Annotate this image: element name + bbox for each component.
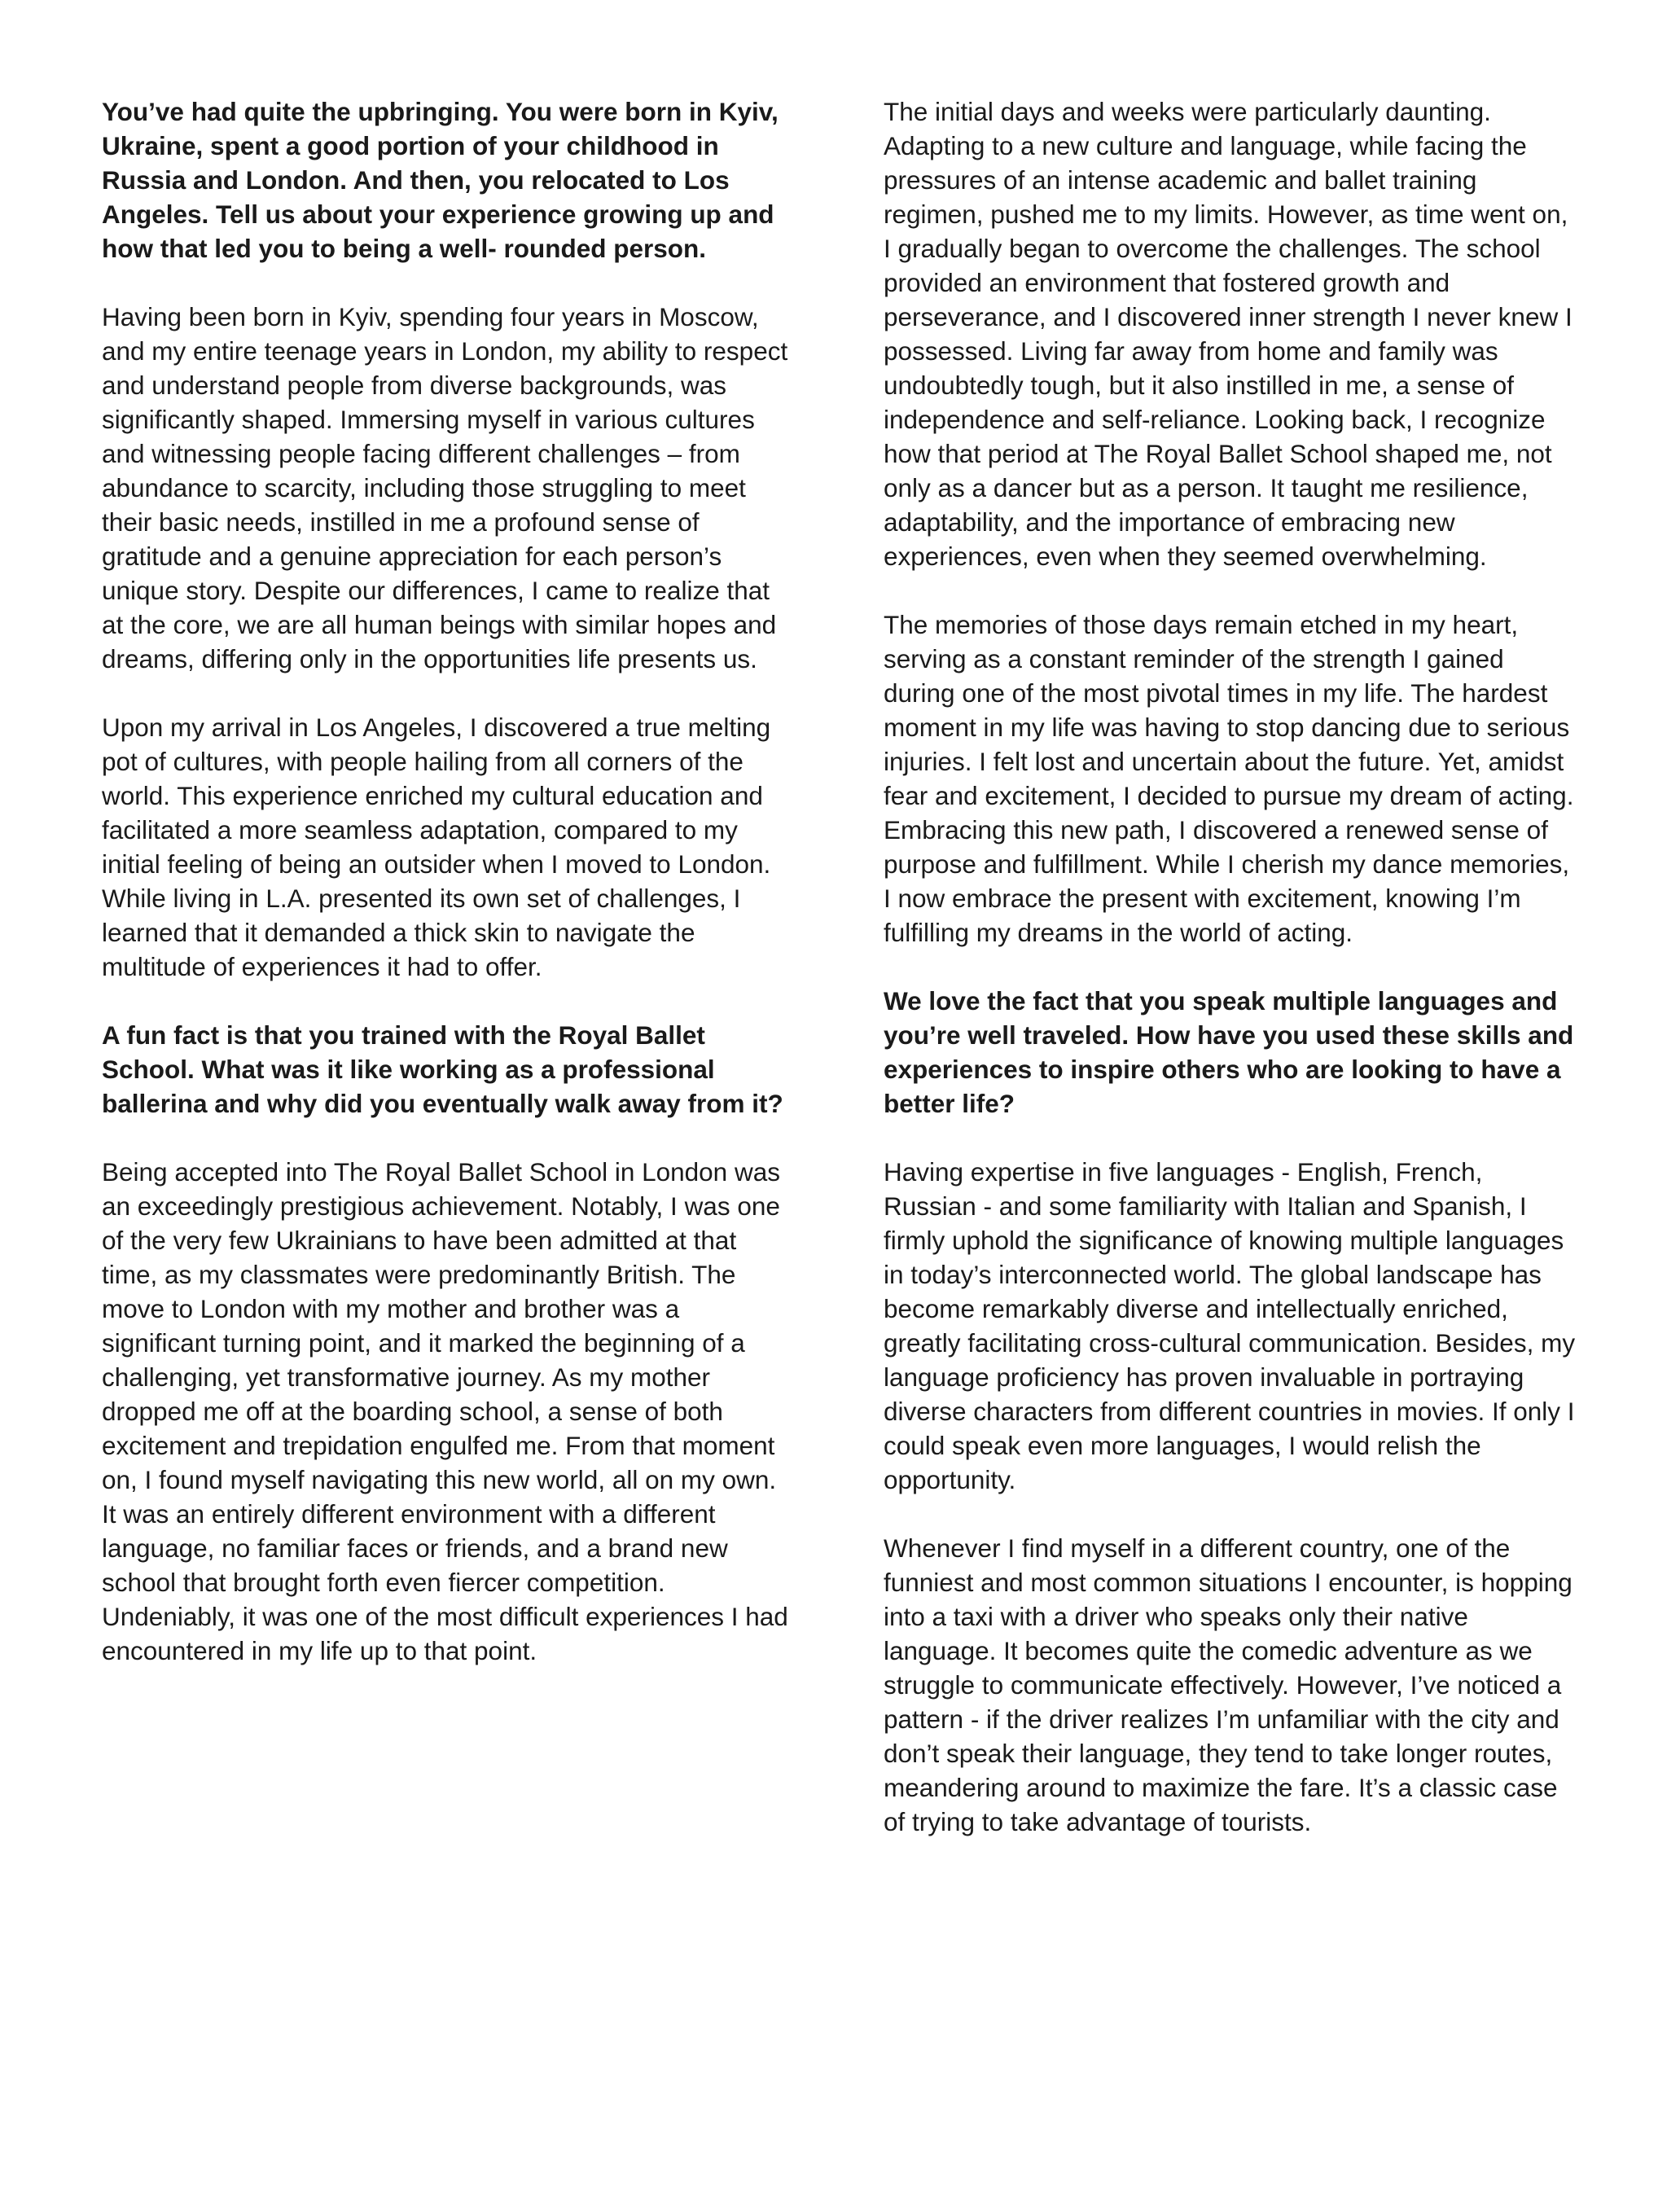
question-languages: We love the fact that you speak multiple languages and you’re well traveled. How have you used these skills and experiences to inspire others who are looking to have a better life?: [884, 986, 1574, 1118]
answer-languages-paragraph-2: Whenever I find myself in a different country, one of the funniest and most common situations I encounter, is hopping into a taxi with a driver who speaks only their native language. It becomes quite the comedic adventure as we struggle to communicate effectively. However, I’ve noticed a pattern - if the driver realizes I’m unfamiliar with the city and don’t speak their language, they tend to take longer routes, meandering around to maximize the fare. It’s a classic case of trying to take advantage of tourists.: [884, 1533, 1573, 1836]
answer-royal-ballet-paragraph-3: The memories of those days remain etched in my heart, serving as a constant reminder of the strength I gained during one of the most pivotal times in my life. The hardest moment in my life was having to stop dancing due to serious injuries. I felt lost and uncertain about the future. Yet, amidst fear and excitement, I decided to pursue my dream of acting. Embracing this new path, I discovered a renewed sense of purpose and fulfillment. While I cherish my dance memories, I now embrace the present with excitement, knowing I’m fulfilling my dreams in the world of acting.: [884, 610, 1574, 947]
answer-royal-ballet-paragraph-2: The initial days and weeks were particularly daunting. Adapting to a new culture and language, while facing the pressures of an intense academic and ballet training regimen, pushed me to my limits. However, as time went on, I gradually began to overcome the challenges. The school provided an environment that fostered growth and perseverance, and I discovered inner strength I never knew I possessed. Living far away from home and family was undoubtedly tough, but it also instilled in me, a sense of independence and self-reliance. Looking back, I recognize how that period at The Royal Ballet School shaped me, not only as a dancer but as a person. It taught me resilience, adaptability, and the importance of embracing new experiences, even when they seemed overwhelming.: [884, 97, 1573, 571]
left-column: [102, 94, 794, 1702]
right-column: [884, 94, 1576, 1873]
question-royal-ballet: A fun fact is that you trained with the Royal Ballet School. What was it like working as a professional ballerina and why did you eventually walk away from it?: [102, 1020, 783, 1118]
answer-royal-ballet-paragraph-1: Being accepted into The Royal Ballet School in London was an exceedingly prestigious achievement. Notably, I was one of the very few Ukrainians to have been admitted at that time, as my classmates were predominantly British. The move to London with my mother and brother was a significant turning point, and it marked the beginning of a challenging, yet transformative journey. As my mother dropped me off at the boarding school, a sense of both excitement and trepidation engulfed me. From that moment on, I found myself navigating this new world, all on my own. It was an entirely different environment with a different language, no familiar faces or friends, and a brand new school that brought forth even fiercer competition. Undeniably, it was one of the most difficult experiences I had encountered in my life up to that point.: [102, 1157, 788, 1665]
answer-upbringing-paragraph-1: Having been born in Kyiv, spending four years in Moscow, and my entire teenage years in London, my ability to respect and understand people from diverse backgrounds, was significantly shaped. Immersing myself in various cultures and witnessing people facing different challenges – from abundance to scarcity, including those struggling to meet their basic needs, instilled in me a profound sense of gratitude and a genuine appreciation for each person’s unique story. Despite our differences, I came to realize that at the core, we are all human beings with similar hopes and dreams, differing only in the opportunities life presents us.: [102, 302, 788, 673]
question-upbringing: You’ve had quite the upbringing. You were born in Kyiv, Ukraine, spent a good portion of your childhood in Russia and London. And then, you relocated to Los Angeles. Tell us about your experience growing up and how that led you to being a well- rounded person.: [102, 97, 779, 263]
answer-upbringing-paragraph-2: Upon my arrival in Los Angeles, I discovered a true melting pot of cultures, with people hailing from all corners of the world. This experience enriched my cultural education and facilitated a more seamless adaptation, compared to my initial feeling of being an outsider when I moved to London. While living in L.A. presented its own set of challenges, I learned that it demanded a thick skin to navigate the multitude of experiences it had to offer.: [102, 713, 771, 981]
answer-languages-paragraph-1: Having expertise in five languages - English, French, Russian - and some familiarity with Italian and Spanish, I firmly uphold the significance of knowing multiple languages in today’s interconnected world. The global landscape has become remarkably diverse and intellectually enriched, greatly facilitating cross-cultural communication. Besides, my language proficiency has proven invaluable in portraying diverse characters from different countries in movies. If only I could speak even more languages, I would relish the opportunity.: [884, 1157, 1576, 1494]
